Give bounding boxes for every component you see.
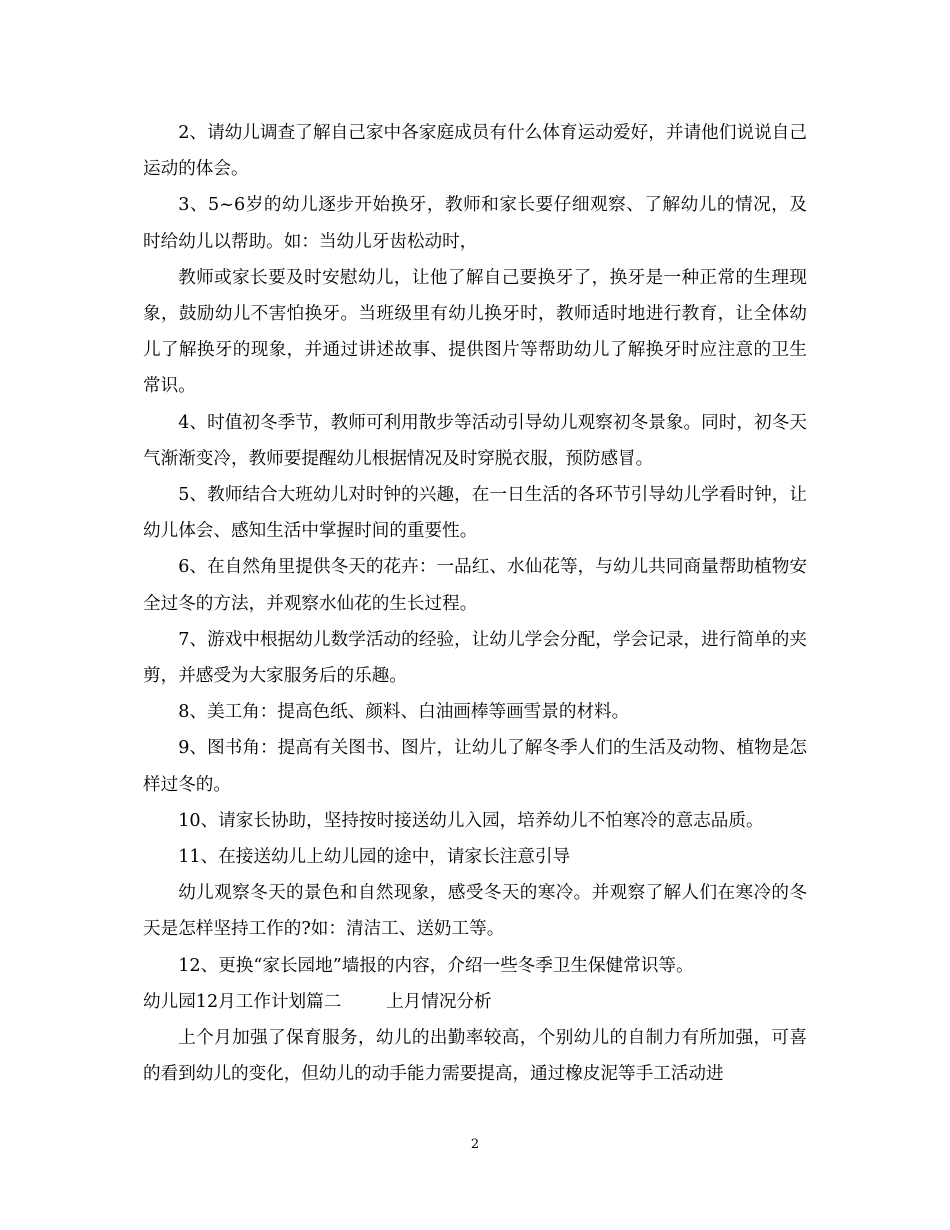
section-heading [143, 984, 807, 1020]
paragraph-item-3-continued: 教师或家长要及时安慰幼儿，让他了解自己要换牙了，换牙是一种正常的生理现象，鼓励幼儿不害怕换牙。当班级里有幼儿换牙时，教师适时地进行教育，让全体幼儿了解换牙的现象，并通过讲述故事、提供图片等帮助幼儿了解换牙时应注意的卫生常识。 [143, 267, 807, 397]
paragraph-item-4: 4、时值初冬季节，教师可利用散步等活动引导幼儿观察初冬景象。同时，初冬天气渐渐变冷，教师要提醒幼儿根据情况及时穿脱衣服，预防感冒。 [143, 412, 807, 469]
paragraph-item-8: 8、美工角：提高色纸、颜料、白油画棒等画雪景的材料。 [178, 702, 630, 723]
paragraph-item-11: 11、在接送幼儿上幼儿园的途中，请家长注意引导 [178, 847, 571, 868]
document-body [143, 115, 807, 1092]
paragraph-item-5: 5、教师结合大班幼儿对时钟的兴趣，在一日生活的各环节引导幼儿学看时钟，让幼儿体会、感知生活中掌握时间的重要性。 [143, 485, 807, 542]
paragraph-item-6: 6、在自然角里提供冬天的花卉：一品红、水仙花等，与幼儿共同商量帮助植物安全过冬的方法，并观察水仙花的生长过程。 [143, 557, 807, 614]
paragraph-item-11-continued: 幼儿观察冬天的景色和自然现象，感受冬天的寒冷。并观察了解人们在寒冷的冬天是怎样坚持工作的?如：清洁工、送奶工等。 [143, 883, 807, 940]
paragraph-item-7: 7、游戏中根据幼儿数学活动的经验，让幼儿学会分配，学会记录，进行简单的夹剪，并感受为大家服务后的乐趣。 [143, 629, 807, 687]
paragraph-item-9: 9、图书角：提高有关图书、图片，让幼儿了解冬季人们的生活及动物、植物是怎样过冬的。 [143, 738, 807, 795]
closing-paragraph: 上个月加强了保育服务，幼儿的出勤率较高，个别幼儿的自制力有所加强，可喜的看到幼儿的变化，但幼儿的动手能力需要提高，通过橡皮泥等手工活动进 [143, 1028, 807, 1085]
section-title: 幼儿园12月工作计划篇二 [143, 991, 342, 1012]
paragraph-item-2: 2、请幼儿调查了解自己家中各家庭成员有什么体育运动爱好，并请他们说说自己运动的体会。 [143, 123, 807, 180]
heading-spacer [341, 992, 386, 1012]
page-number: 2 [470, 1137, 480, 1152]
paragraph-item-12: 12、更换“家长园地”墙报的内容，介绍一些冬季卫生保健常识等。 [178, 955, 694, 976]
section-subtitle: 上月情况分析 [386, 991, 492, 1012]
paragraph-item-10: 10、请家长协助，坚持按时接送幼儿入园，培养幼儿不怕寒冷的意志品质。 [178, 810, 764, 831]
paragraph-item-3: 3、5~6岁的幼儿逐步开始换牙，教师和家长要仔细观察、了解幼儿的情况，及时给幼儿以帮助。如：当幼儿牙齿松动时， [143, 195, 807, 252]
